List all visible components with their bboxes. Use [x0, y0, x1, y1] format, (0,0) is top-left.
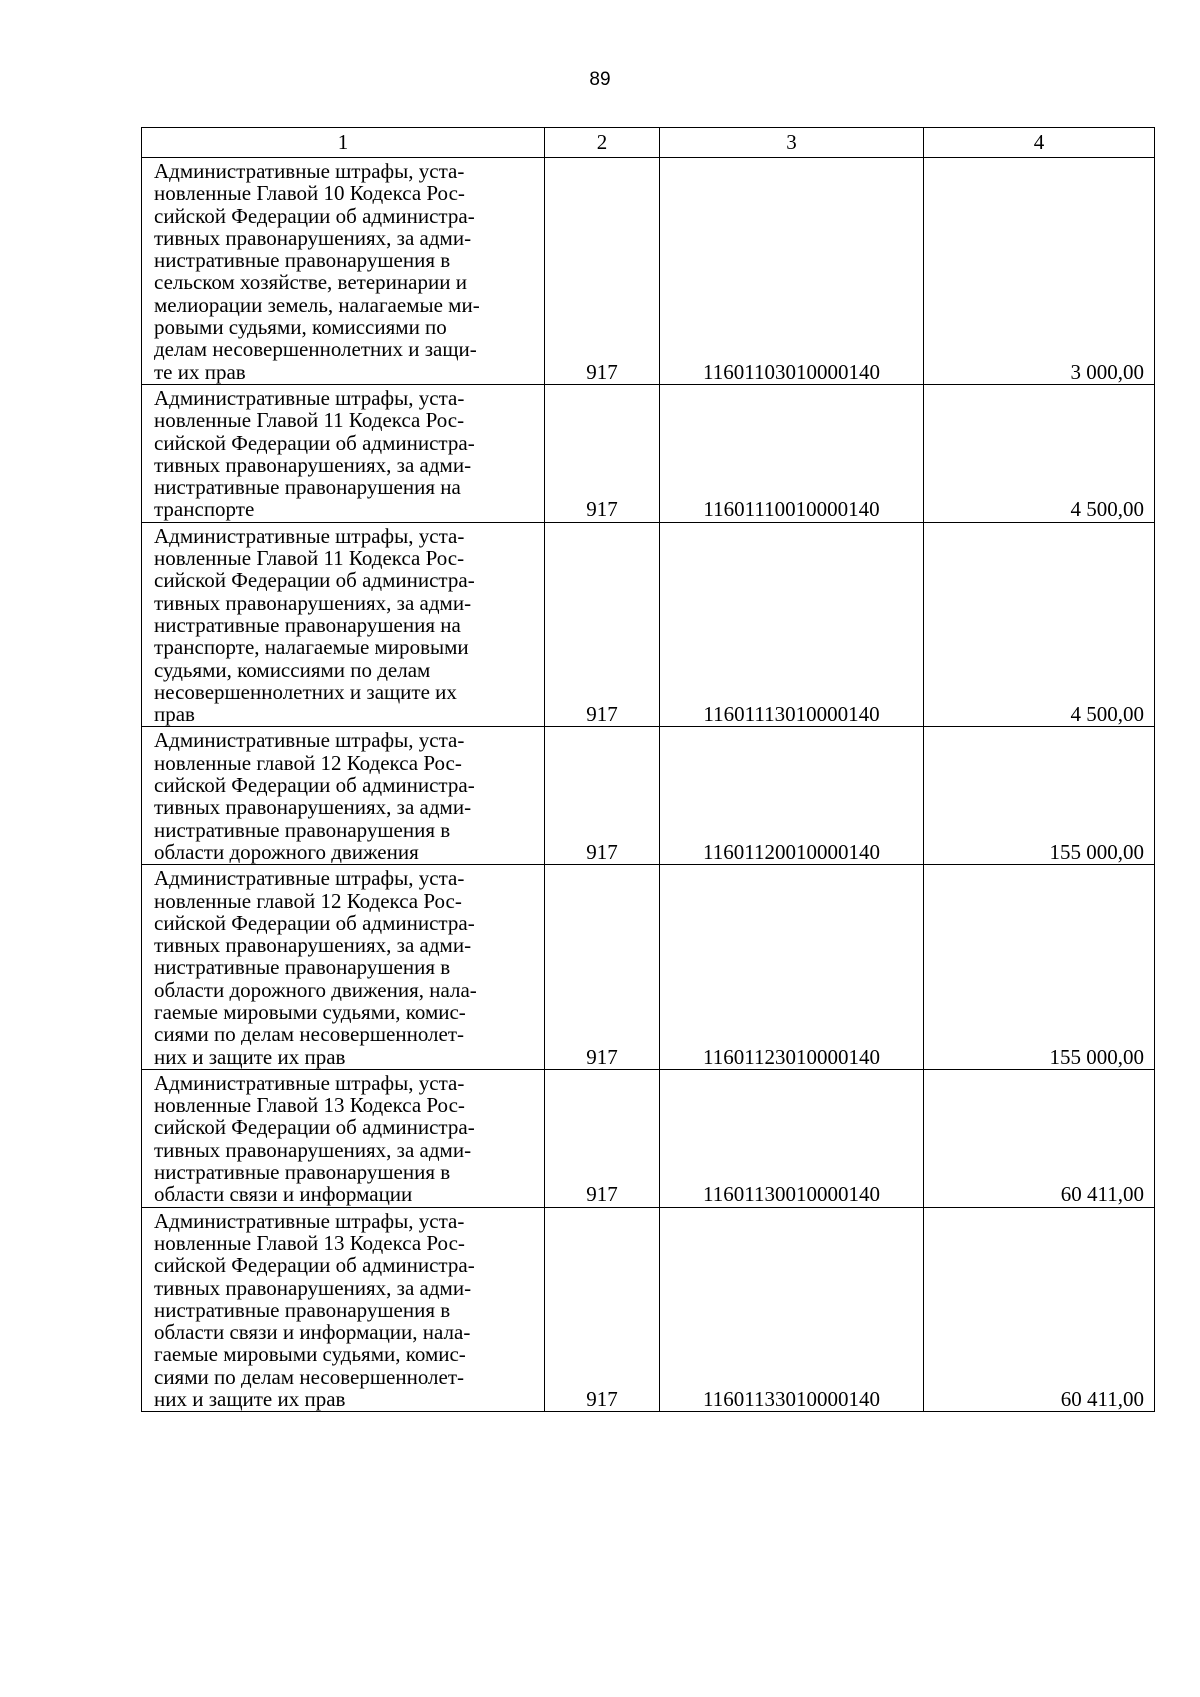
description-line: нистративные правонарушения в [154, 1160, 451, 1185]
description-line: сийской Федерации об администра- [154, 910, 475, 935]
admin-code-cell: 917 [545, 1069, 660, 1207]
description-line: гаемые мировыми судьями, комис- [154, 1342, 466, 1367]
budget-classification-code-cell: 11601130010000140 [660, 1069, 924, 1207]
description-line: нистративные правонарушения в [154, 817, 451, 842]
row-description [142, 522, 545, 727]
column-header-4: 4 [924, 128, 1155, 158]
description-line: новленные Главой 11 Кодекса Рос- [154, 546, 465, 571]
budget-classification-code-cell: 11601113010000140 [660, 522, 924, 727]
row-description [142, 1207, 545, 1412]
description-line: Административные штрафы, уста- [154, 523, 465, 548]
description-line: нистративные правонарушения в [154, 248, 451, 273]
budget-classification-code-cell: 11601103010000140 [660, 158, 924, 385]
description-line: сийской Федерации об администра- [154, 773, 475, 798]
column-header-1: 1 [142, 128, 545, 158]
table-row [142, 522, 1155, 727]
table-row [142, 727, 1155, 865]
description-line: нистративные правонарушения на [154, 475, 461, 500]
description-line: нистративные правонарушения в [154, 955, 451, 980]
description-line: те их прав [154, 359, 246, 384]
amount-cell: 4 500,00 [924, 384, 1155, 522]
amount-cell: 155 000,00 [924, 865, 1155, 1070]
description-line: Административные штрафы, уста- [154, 385, 465, 410]
amount-cell: 155 000,00 [924, 727, 1155, 865]
description-line: сельском хозяйстве, ветеринарии и [154, 270, 467, 295]
revenue-table [141, 127, 1155, 1412]
table-row [142, 158, 1155, 385]
description-line: транспорте, налагаемые мировыми [154, 635, 469, 660]
description-line: новленные главой 12 Кодекса Рос- [154, 750, 462, 775]
budget-classification-code-cell: 11601120010000140 [660, 727, 924, 865]
description-line: сийской Федерации об администра- [154, 1115, 475, 1140]
description-line: новленные Главой 13 Кодекса Рос- [154, 1230, 465, 1255]
description-line: ровыми судьями, комиссиями по [154, 315, 447, 340]
description-line: судьями, комиссиями по делам [154, 657, 431, 682]
description-line: тивных правонарушениях, за адми- [154, 225, 472, 250]
table-row [142, 865, 1155, 1070]
admin-code-cell: 917 [545, 522, 660, 727]
amount-cell: 3 000,00 [924, 158, 1155, 385]
description-line: Административные штрафы, уста- [154, 728, 465, 753]
description-line: сийской Федерации об администра- [154, 203, 475, 228]
description-line: несовершеннолетних и защите их [154, 679, 457, 704]
description-line: области связи и информации, нала- [154, 1320, 471, 1345]
description-line: Административные штрафы, уста- [154, 1070, 465, 1095]
description-line: тивных правонарушениях, за адми- [154, 590, 472, 615]
admin-code-cell: 917 [545, 384, 660, 522]
description-line: сийской Федерации об администра- [154, 1253, 475, 1278]
description-line: области дорожного движения [154, 839, 419, 864]
row-description [142, 158, 545, 385]
description-line: новленные Главой 10 Кодекса Рос- [154, 181, 465, 206]
column-header-2: 2 [545, 128, 660, 158]
description-line: тивных правонарушениях, за адми- [154, 933, 472, 958]
budget-classification-code-cell: 11601123010000140 [660, 865, 924, 1070]
table-row [142, 384, 1155, 522]
description-line: Административные штрафы, уста- [154, 866, 465, 891]
description-line: новленные главой 12 Кодекса Рос- [154, 888, 462, 913]
description-line: нистративные правонарушения на [154, 612, 461, 637]
page-number: 89 [589, 69, 611, 90]
description-line: сиями по делам несовершеннолет- [154, 1022, 465, 1047]
amount-cell: 60 411,00 [924, 1069, 1155, 1207]
table-header-row [142, 128, 1155, 158]
description-line: них и защите их прав [154, 1387, 346, 1412]
budget-classification-code-cell: 11601133010000140 [660, 1207, 924, 1412]
row-description [142, 1069, 545, 1207]
table-row [142, 1207, 1155, 1412]
description-line: нистративные правонарушения в [154, 1297, 451, 1322]
description-line: области связи и информации [154, 1182, 413, 1207]
description-line: сийской Федерации об администра- [154, 430, 475, 455]
description-line: Административные штрафы, уста- [154, 159, 465, 183]
admin-code-cell: 917 [545, 1207, 660, 1412]
table-row [142, 1069, 1155, 1207]
row-description [142, 727, 545, 865]
description-line: новленные Главой 13 Кодекса Рос- [154, 1093, 465, 1118]
amount-cell: 60 411,00 [924, 1207, 1155, 1412]
amount-cell: 4 500,00 [924, 522, 1155, 727]
description-line: транспорте [154, 497, 255, 522]
description-line: области дорожного движения, нала- [154, 977, 477, 1002]
budget-classification-code-cell: 11601110010000140 [660, 384, 924, 522]
description-line: новленные Главой 11 Кодекса Рос- [154, 408, 465, 433]
revenue-table-container [141, 127, 1155, 1412]
description-line: делам несовершеннолетних и защи- [154, 337, 477, 362]
description-line: сиями по делам несовершеннолет- [154, 1364, 465, 1389]
row-description [142, 865, 545, 1070]
description-line: тивных правонарушениях, за адми- [154, 452, 472, 477]
description-line: них и защите их прав [154, 1044, 346, 1069]
admin-code-cell: 917 [545, 158, 660, 385]
table-body [142, 158, 1155, 1412]
admin-code-cell: 917 [545, 727, 660, 865]
column-header-3: 3 [660, 128, 924, 158]
description-line: тивных правонарушениях, за адми- [154, 795, 472, 820]
admin-code-cell: 917 [545, 865, 660, 1070]
description-line: сийской Федерации об администра- [154, 568, 475, 593]
description-line: тивных правонарушениях, за адми- [154, 1137, 472, 1162]
description-line: мелиорации земель, налагаемые ми- [154, 292, 480, 317]
description-line: гаемые мировыми судьями, комис- [154, 999, 466, 1024]
description-line: тивных правонарушениях, за адми- [154, 1275, 472, 1300]
description-line: Административные штрафы, уста- [154, 1208, 465, 1233]
row-description [142, 384, 545, 522]
description-line: прав [154, 702, 195, 727]
